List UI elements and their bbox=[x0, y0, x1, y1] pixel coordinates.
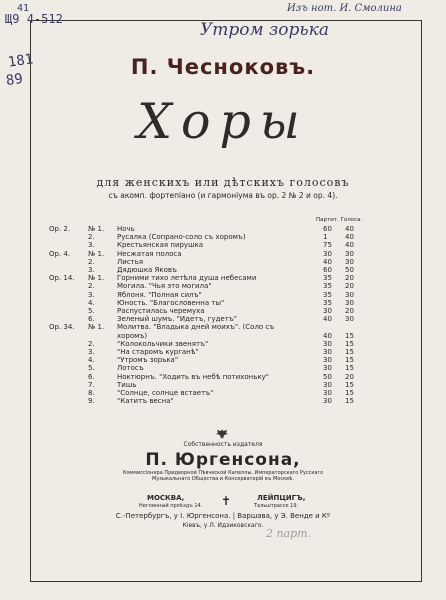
parts-price: 20 bbox=[345, 282, 354, 291]
shelfmark-top: 41 bbox=[17, 3, 30, 14]
work-number: 2. bbox=[88, 339, 95, 348]
work-opus: Op. 4. bbox=[49, 249, 71, 258]
work-number: № 1. bbox=[88, 249, 105, 258]
work-title: Листья bbox=[117, 257, 144, 266]
city-moscow-address: Неглинный проѣздъ 14. bbox=[139, 503, 203, 509]
work-title: Юность. "Благословенна ты" bbox=[117, 298, 225, 307]
imperial-eagle-icon bbox=[214, 428, 230, 440]
work-title: "Колокольчики звенятъ" bbox=[117, 339, 209, 348]
parts-price: 15 bbox=[345, 397, 354, 406]
score-price: 30 bbox=[323, 307, 332, 315]
work-number: 2. bbox=[88, 282, 95, 291]
parts-price: 40 bbox=[345, 225, 354, 233]
subtitle: для женскихъ или дѣтскихъ голосовъ bbox=[96, 176, 350, 189]
parts-price: 40 bbox=[345, 241, 354, 250]
parts-price: 15 bbox=[345, 348, 354, 356]
pencil-note: 2 парт. bbox=[266, 527, 312, 540]
owner-line: Собственность издателя bbox=[183, 441, 263, 448]
composer-name: П. Чесноковъ. bbox=[130, 55, 316, 79]
score-price: 60 bbox=[323, 225, 332, 233]
shelfmark-part-a: Щ9 bbox=[5, 12, 20, 26]
score-price: 30 bbox=[323, 249, 332, 258]
work-row bbox=[0, 381, 446, 389]
work-number: 4. bbox=[88, 298, 95, 307]
work-title: Крестьянская пирушка bbox=[117, 241, 203, 250]
work-number: 9. bbox=[88, 397, 95, 406]
work-title: Зеленый шумъ. "Идетъ, гудетъ" bbox=[117, 315, 237, 324]
branch-stores: С.-Петербургъ, у I. Юргенсона. | Варшава, у Э. Венде и Кº bbox=[115, 512, 331, 520]
work-title: "Утромъ зорька" bbox=[117, 356, 179, 365]
work-row bbox=[0, 258, 446, 266]
work-row bbox=[0, 291, 446, 299]
score-price: 1 bbox=[323, 233, 328, 242]
work-title: Распустилась черемуха bbox=[117, 307, 205, 315]
work-title: Яблоня. "Полная силъ" bbox=[117, 290, 202, 299]
parts-price: 20 bbox=[345, 274, 354, 283]
parts-price: 30 bbox=[345, 298, 354, 307]
work-title: "На старомъ курганѣ" bbox=[117, 348, 199, 356]
score-price: 35 bbox=[323, 282, 332, 291]
parts-price: 15 bbox=[345, 389, 354, 397]
work-row bbox=[0, 356, 446, 364]
work-row bbox=[0, 373, 446, 381]
score-price: 40 bbox=[323, 257, 332, 266]
work-opus: Op. 2. bbox=[49, 225, 71, 233]
work-title: Тишь bbox=[117, 380, 137, 389]
score-price: 75 bbox=[323, 241, 332, 250]
score-price: 35 bbox=[323, 298, 332, 307]
work-number: 2. bbox=[88, 233, 95, 242]
parts-price: 40 bbox=[345, 233, 354, 242]
publisher-credentials bbox=[0, 470, 446, 482]
work-row bbox=[0, 332, 446, 340]
shelfmark-part-c: 4-512 bbox=[26, 12, 63, 26]
parts-price: 15 bbox=[345, 364, 354, 373]
work-number: 8. bbox=[88, 389, 95, 397]
work-number: 6. bbox=[88, 372, 95, 381]
work-row bbox=[0, 307, 446, 315]
score-price: 30 bbox=[323, 389, 332, 397]
work-number: 5. bbox=[88, 307, 95, 315]
score-price: 50 bbox=[323, 372, 332, 381]
parts-price: 30 bbox=[345, 257, 354, 266]
work-title: Ночь bbox=[117, 225, 135, 233]
parts-price: 15 bbox=[345, 339, 354, 348]
provenance-note: Изъ нот. И. Смолина bbox=[287, 3, 402, 14]
shelfmark-number: 181 bbox=[7, 51, 35, 71]
work-title: Несжатая полоса bbox=[117, 249, 182, 258]
handwritten-title: Утром зорька bbox=[200, 20, 329, 40]
work-row bbox=[0, 340, 446, 348]
parts-price: 15 bbox=[345, 356, 354, 365]
work-title: хоромъ) bbox=[117, 331, 148, 340]
score-price: 40 bbox=[323, 315, 332, 324]
score-price: 35 bbox=[323, 290, 332, 299]
work-number: 3. bbox=[88, 348, 95, 356]
shelfmark-main bbox=[5, 12, 63, 26]
work-number: № 1. bbox=[88, 323, 105, 332]
parts-price: 15 bbox=[345, 380, 354, 389]
work-number: 6. bbox=[88, 315, 95, 324]
score-price: 30 bbox=[323, 339, 332, 348]
work-title: Могила. "Чья это могила" bbox=[117, 282, 212, 291]
work-row bbox=[0, 274, 446, 282]
work-row bbox=[0, 266, 446, 274]
work-number: 4. bbox=[88, 356, 95, 365]
work-title: Дядюшка Яковъ bbox=[117, 266, 178, 274]
credentials-text: Коммиссіонера Придворной Пѣвческой Капеллы, Императорскаго Русскаго Музыкальнаго Общества и Консерваторій въ Москвѣ. bbox=[122, 470, 324, 482]
parts-price: 30 bbox=[345, 315, 354, 324]
parts-price: 30 bbox=[345, 290, 354, 299]
work-number: 7. bbox=[88, 380, 95, 389]
shelfmark-sub: 89 bbox=[4, 70, 24, 90]
score-price: 60 bbox=[323, 266, 332, 274]
work-number: 2. bbox=[88, 257, 95, 266]
score-price: 30 bbox=[323, 356, 332, 365]
score-price: 30 bbox=[323, 380, 332, 389]
parts-price: 15 bbox=[345, 331, 354, 340]
work-row bbox=[0, 241, 446, 249]
work-title: Лотосъ bbox=[117, 364, 144, 373]
work-title: Ноктюрнъ. "Ходить въ небѣ потихоньку" bbox=[117, 372, 269, 381]
score-price: 40 bbox=[323, 331, 332, 340]
work-row bbox=[0, 299, 446, 307]
parts-price: 50 bbox=[345, 266, 354, 274]
work-row bbox=[0, 225, 446, 233]
score-price: 35 bbox=[323, 274, 332, 283]
work-row bbox=[0, 233, 446, 241]
city-leipzig-address: Тальштрассе 19. bbox=[254, 503, 299, 509]
publisher-name: П. Юргенсона, bbox=[145, 450, 301, 470]
work-row bbox=[0, 397, 446, 405]
work-row bbox=[0, 250, 446, 258]
score-price: 30 bbox=[323, 348, 332, 356]
work-row bbox=[0, 315, 446, 323]
parts-price: 20 bbox=[345, 307, 354, 315]
city-moscow: МОСКВА, bbox=[147, 494, 185, 502]
work-title: "Катитъ весна" bbox=[117, 397, 174, 406]
parts-price: 30 bbox=[345, 249, 354, 258]
work-number: 3. bbox=[88, 266, 95, 274]
work-row bbox=[0, 389, 446, 397]
city-leipzig: ЛЕЙПЦИГЪ, bbox=[257, 494, 306, 502]
page-title: Хоры bbox=[137, 93, 309, 150]
work-title: "Солнце, солнце встаетъ" bbox=[117, 389, 214, 397]
work-number: 5. bbox=[88, 364, 95, 373]
work-title: Горними тихо летѣла душа небесами bbox=[117, 274, 257, 283]
accompaniment-note: съ акомп. фортепіано (и гармоніума въ ор. 2 № 2 и ор. 4). bbox=[108, 191, 338, 200]
work-opus: Op. 14. bbox=[49, 274, 75, 283]
score-price: 30 bbox=[323, 364, 332, 373]
work-number: № 1. bbox=[88, 274, 105, 283]
work-number: № 1. bbox=[88, 225, 105, 233]
work-title: Русалка (Сопрано-соло съ хоромъ) bbox=[117, 233, 246, 242]
parts-price: 20 bbox=[345, 372, 354, 381]
work-row bbox=[0, 282, 446, 290]
work-row bbox=[0, 364, 446, 372]
work-title: Молитва. "Владыка дней моихъ". (Соло съ bbox=[117, 323, 275, 332]
work-number: 3. bbox=[88, 241, 95, 250]
branch-kiev: Кіевъ, у Л. Идзиковскаго. bbox=[182, 522, 264, 529]
cross-icon: ✝ bbox=[221, 494, 232, 508]
work-opus: Op. 34. bbox=[49, 323, 75, 332]
work-row bbox=[0, 323, 446, 331]
score-price: 30 bbox=[323, 397, 332, 406]
work-number: 3. bbox=[88, 290, 95, 299]
work-row bbox=[0, 348, 446, 356]
column-headers: Партит. Голоса. bbox=[316, 217, 363, 223]
